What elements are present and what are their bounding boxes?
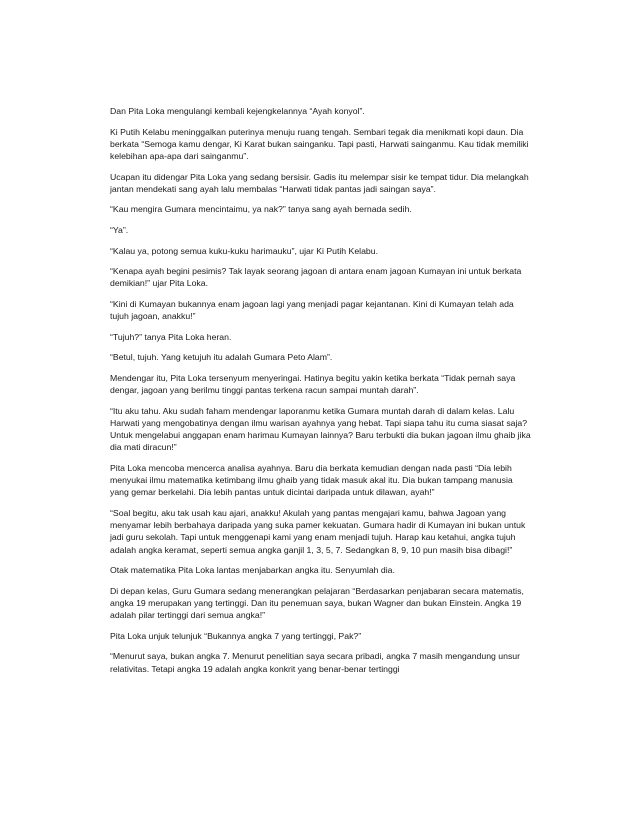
paragraph-17: Pita Loka unjuk telunjuk “Bukannya angka 7 yang tertinggi, Pak?” [110,630,362,641]
paragraph-6: “Kalau ya, potong semua kuku-kuku harimauku”, ujar Ki Putih Kelabu. [110,245,379,256]
paragraph-10: “Betul, tujuh. Yang ketujuh itu adalah Gumara Peto Alam”. [110,352,333,363]
paragraph-7: “Kenapa ayah begini pesimis? Tak layak seorang jagoan di antara enam jagoan Kumayan ini untuk berkata demikian!” ujar Pita Loka. [110,266,522,289]
paragraph-11: Mendengar itu, Pita Loka tersenyum menyeringai. Hatinya begitu yakin ketika berkata “Tidak pernah saya dengar, jagoan yang berilmu tinggi pantas terkena racun sampai muntah darah”. [110,372,516,396]
paragraph-9: “Tujuh?” tanya Pita Loka heran. [110,331,232,342]
paragraph-8: “Kini di Kumayan bukannya enam jagoan lagi yang menjadi pagar kejantanan. Kini di Kumayan telah ada tujuh jagoan, anakku!” [110,298,514,322]
paragraph-1: Dan Pita Loka mengulangi kembali kejengkelannya “Ayah konyol”. [110,106,365,116]
paragraph-16: Di depan kelas, Guru Gumara sedang menerangkan pelajaran “Berdasarkan penjabaran secara matematis, angka 19 merupakan yang tertinggi. Dan itu penemuan saya, bukan Wagner dan bukan Einstein. Angka 19 adalah pilar tertinggi dari semua angka!” [110,585,524,621]
paragraph-3: Ucapan itu didengar Pita Loka yang sedang bersisir. Gadis itu melempar sisir ke tempat tidur. Dia melangkah jantan mendekati sang ayah lalu membalas “Harwati tidak pantas jadi saingan saya”. [110,171,529,194]
document-body [110,105,532,683]
paragraph-14: “Soal begitu, aku tak usah kau ajari, anakku! Akulah yang pantas mengajari kamu, bahwa Jagoan yang menyamar lebih berbahaya daripada yang suka pamer kekuatan. Gumara hadir di Kumayan ini bukan untuk jadi guru sekolah. Tapi untuk menggenapi kami yang enam menjadi tujuh. Harap kau ketahui, angka tujuh adalah angka keramat, seperti semua angka ganjil 1, 3, 5, 7. Sedangkan 8, 9, 10 pun masih bisa dibagi!” [110,507,526,555]
paragraph-15: Otak matematika Pita Loka lantas menjabarkan angka itu. Senyumlah dia. [110,565,395,576]
paragraph-5: “Ya”. [110,224,129,235]
paragraph-4: “Kau mengira Gumara mencintaimu, ya nak?” tanya sang ayah bernada sedih. [110,204,412,215]
paragraph-12: “Itu aku tahu. Aku sudah faham mendengar laporanmu ketika Gumara muntah darah di dalam kelas. Lalu Harwati yang mengobatinya dengan ilmu warisan ayahnya yang hebat. Tapi siapa tahu itu cuma siasat saja? Untuk mengelabui anggapan enam harimau Kumayan lainnya? Baru terbukti dia bukan jagoan ilmu ghaib jika dia mati diracun!” [110,405,531,453]
paragraph-2: Ki Putih Kelabu meninggalkan puterinya menuju ruang tengah. Sembari tegak dia menikmati kopi daun. Dia berkata “Semoga kamu dengar, Ki Karat bukan sainganku. Tapi pasti, Harwati sainganmu. Kau tidak memiliki kelebihan apa-apa dari sainganmu”. [110,126,529,161]
paragraph-13: Pita Loka mencoba mencerca analisa ayahnya. Baru dia berkata kemudian dengan nada pasti “Dia lebih menyukai ilmu matematika ketimbang ilmu ghaib yang tidak masuk akal itu. Dia bukan tampang manusia yang gemar berkelahi. Dia lebih pantas untuk dicintai daripada untuk dilawan, ayah!” [110,462,513,498]
paragraph-18: “Menurut saya, bukan angka 7. Menurut penelitian saya secara pribadi, angka 7 masih mengandung unsur relativitas. Tetapi angka 19 adalah angka konkrit yang benar-benar tertinggi [110,651,521,674]
